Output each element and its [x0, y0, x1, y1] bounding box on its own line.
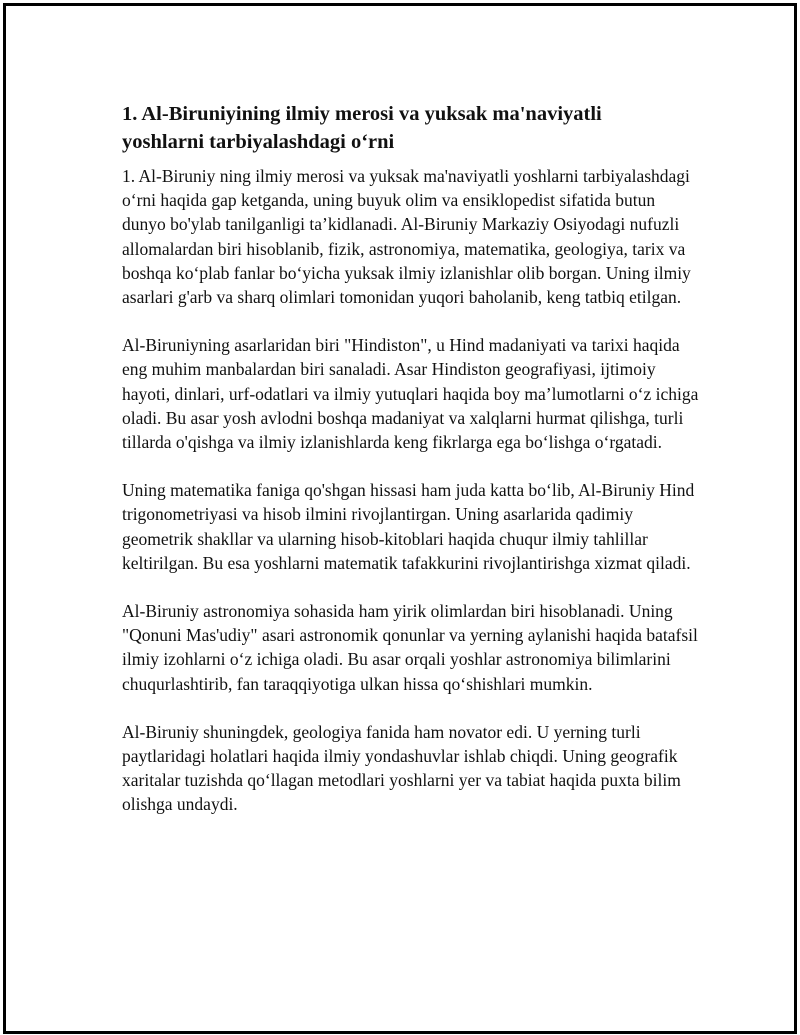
paragraph-hindiston: Al-Biruniyning asarlaridan biri "Hindiston", u Hind madaniyati va tarixi haqida eng muhim manbalardan biri sanaladi. Asar Hindiston geografiyasi, ijtimoiy hayoti, dinlari, urf-odatlari va ilmiy yutuqlari haqida boy ma’lumotlarni o‘z ichiga oladi. Bu asar yosh avlodni boshqa madaniyat va xalqlarni hurmat qilishga, turli tillarda o'qishga va ilmiy izlanishlarda keng fikrlarga ega bo‘lishga o‘rgatadi. — [122, 335, 699, 453]
title-line-1: 1. Al-Biruniyining ilmiy merosi va yuksak ma'naviyatli — [122, 103, 602, 125]
paragraph-intro: 1. Al-Biruniy ning ilmiy merosi va yuksak ma'naviyatli yoshlarni tarbiyalashdagi o‘rni haqida gap ketganda, uning buyuk olim va ensiklopedist sifatida butun dunyo bo'ylab tanilganligi ta’kidlanadi. Al-Biruniy Markaziy Osiyodagi nufuzli allomalardan biri hisoblanib, fizik, astronomiya, matematika, geologiya, tarix va boshqa ko‘plab fanlar bo‘yicha yuksak ilmiy izlanishlar olib borgan. Uning ilmiy asarlari g'arb va sharq olimlari tomonidan yuqori baholanib, keng tatbiq etilgan. — [122, 166, 691, 308]
document-body — [122, 100, 702, 841]
title-line-2: yoshlarni tarbiyalashdagi o‘rni — [122, 131, 395, 153]
paragraph-geology: Al-Biruniy shuningdek, geologiya fanida ham novator edi. U yerning turli paytlaridagi holatlari haqida ilmiy yondashuvlar ishlab chiqdi. Uning geografik xaritalar tuzishda qo‘llagan metodlari yoshlarni yer va tabiat haqida puxta bilim olishga undaydi. — [122, 721, 681, 815]
document-title — [122, 100, 702, 156]
page-frame — [3, 3, 797, 1034]
paragraph-astronomy: Al-Biruniy astronomiya sohasida ham yirik olimlardan biri hisoblanadi. Uning "Qonuni Mas'udiy" asari astronomik qonunlar va yerning aylanishi haqida batafsil ilmiy izohlarni o‘z ichiga oladi. Bu asar orqali yoshlar astronomiya bilimlarini chuqurlashtirib, fan taraqqiyotiga ulkan hissa qo‘shishlari mumkin. — [122, 601, 698, 694]
paragraph-mathematics: Uning matematika faniga qo'shgan hissasi ham juda katta bo‘lib, Al-Biruniy Hind trigonometriyasi va hisob ilmini rivojlantirgan. Uning asarlarida qadimiy geometrik shakllar va ularning hisob-kitoblari haqida chuqur ilmiy tahlillar keltirilgan. Bu esa yoshlarni matematik tafakkurini rivojlantirishga xizmat qiladi. — [122, 480, 695, 573]
